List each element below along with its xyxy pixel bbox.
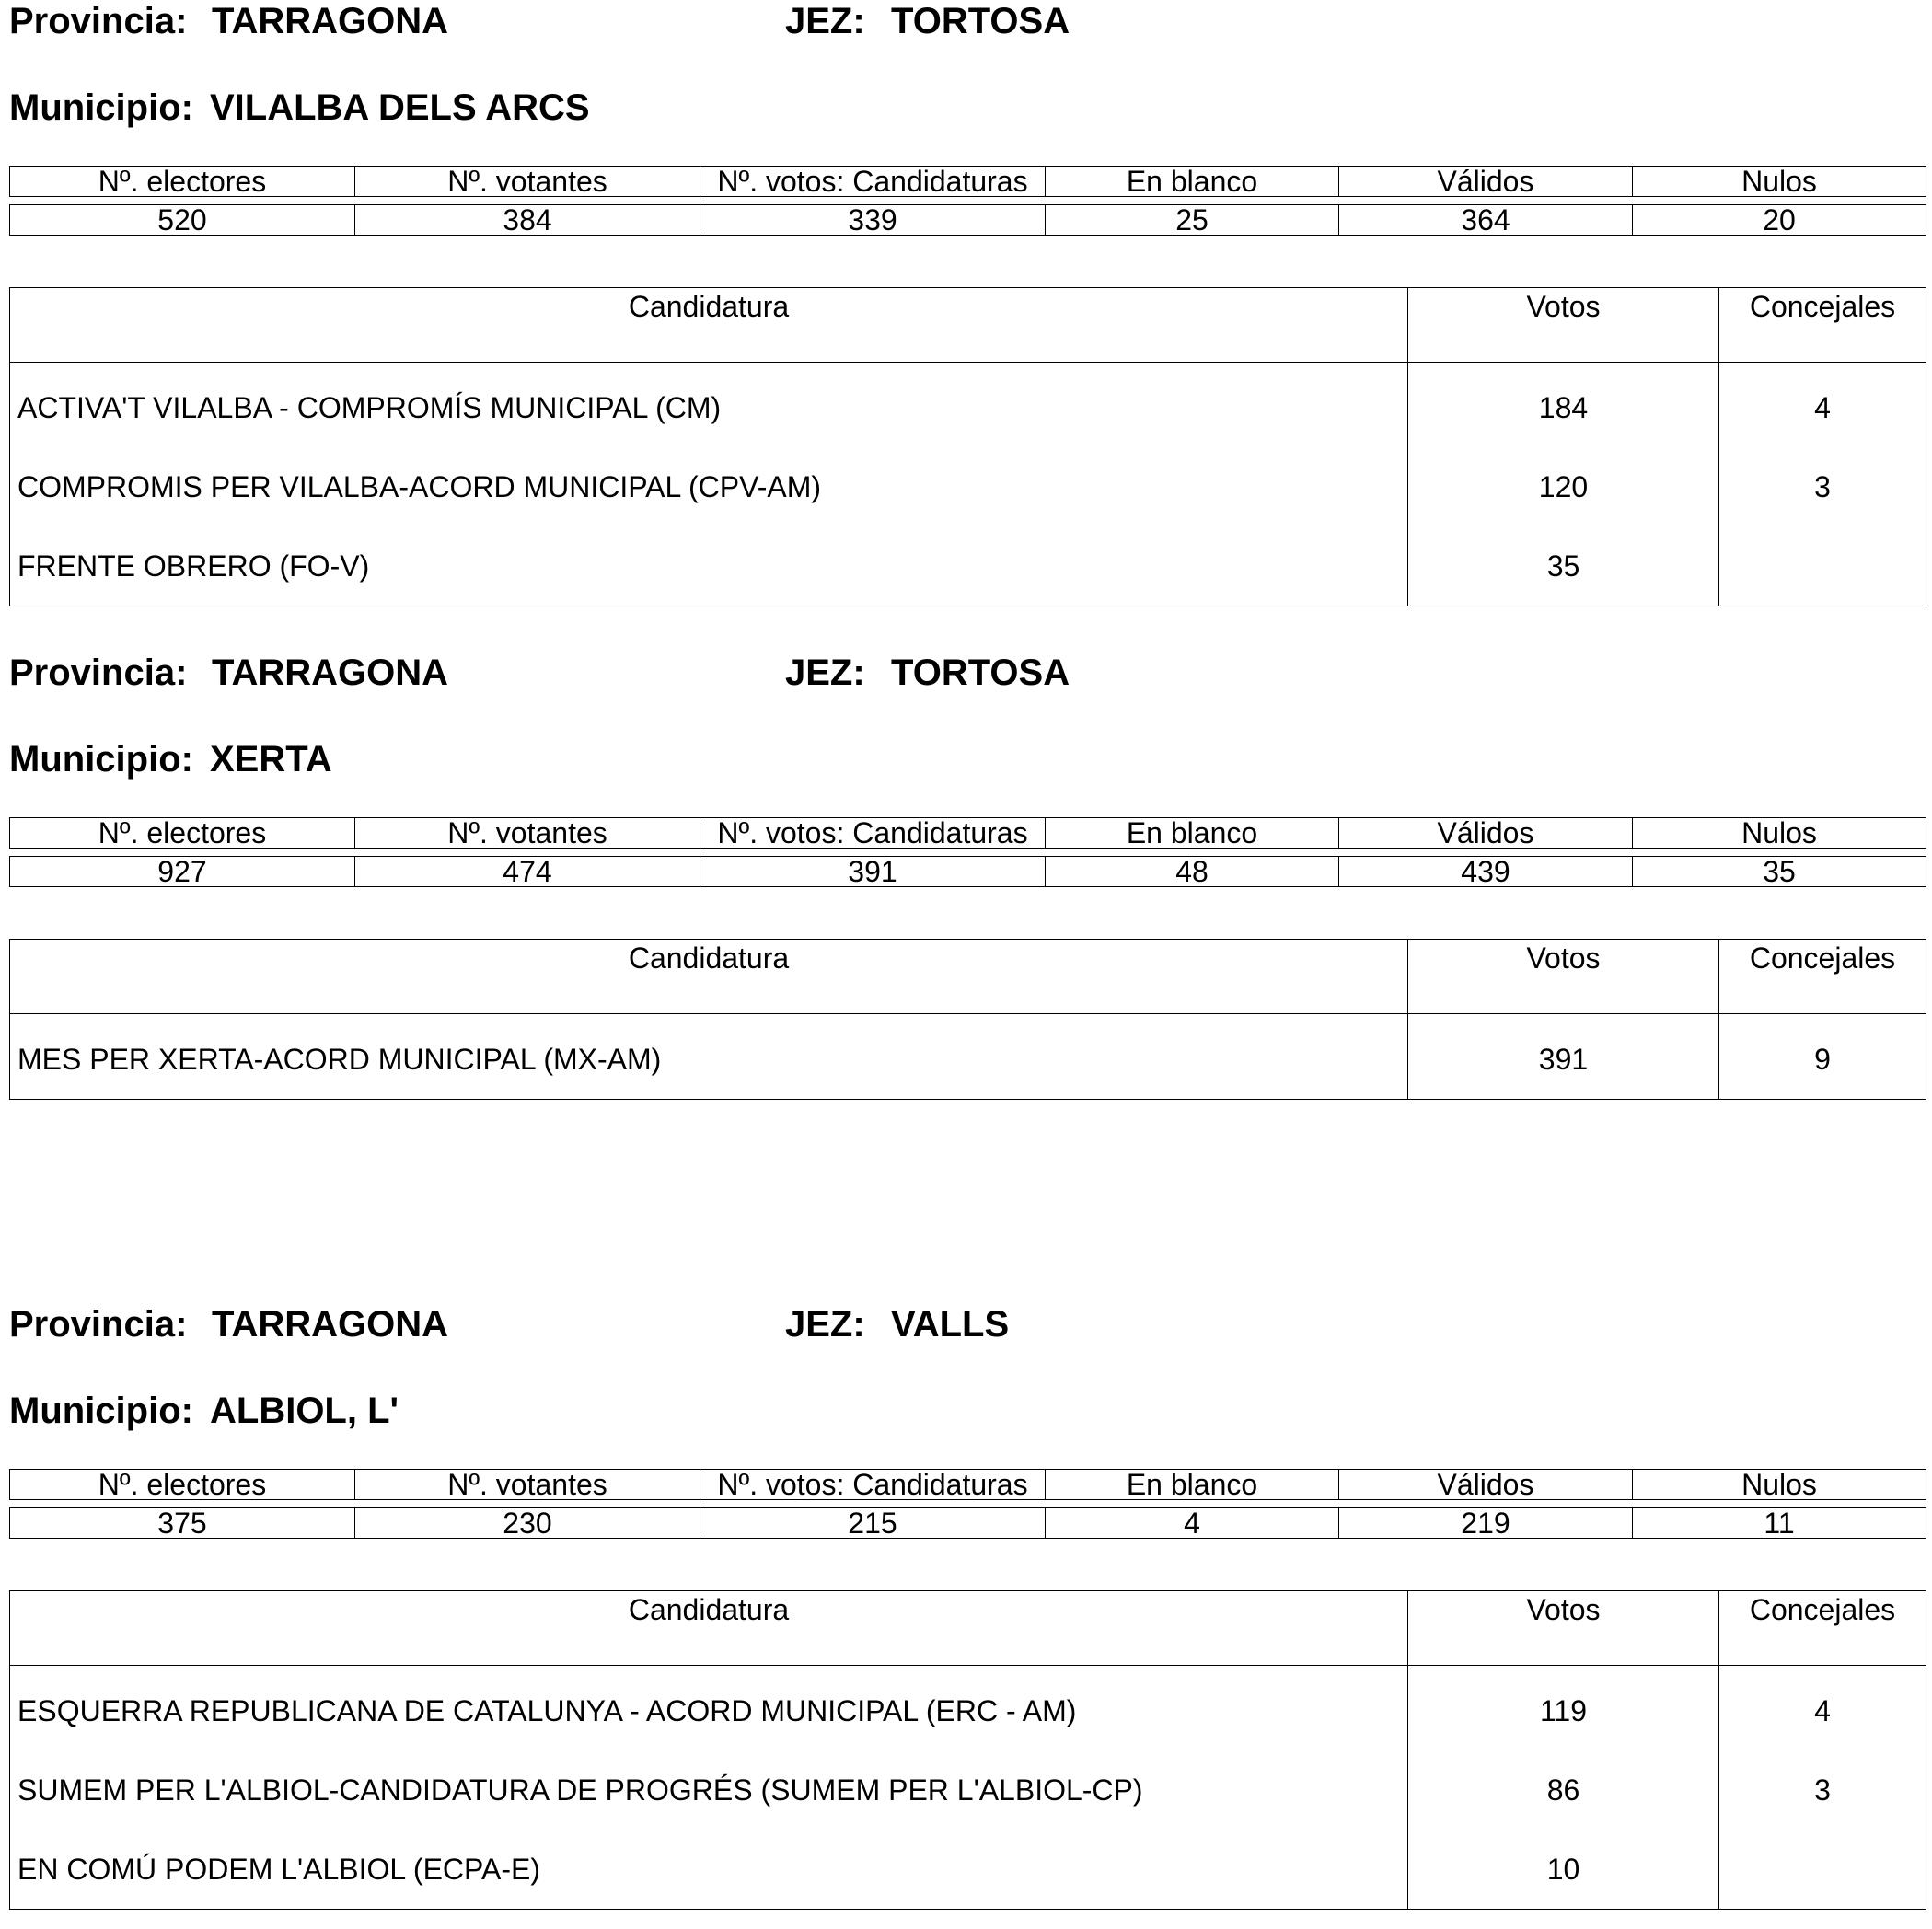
summary-value-cell: 384 — [355, 205, 700, 236]
candidate-votes: 119 — [1408, 1666, 1719, 1751]
votos-header: Votos — [1408, 940, 1719, 1014]
provincia-label: Provincia: — [9, 1, 188, 41]
candidate-votes: 120 — [1408, 447, 1719, 526]
summary-header-cell: En blanco — [1046, 818, 1339, 849]
candidate-seats: 3 — [1719, 1750, 1926, 1830]
municipality-section — [0, 0, 1932, 626]
candidate-name: MES PER XERTA-ACORD MUNICIPAL (MX-AM) — [10, 1014, 1408, 1100]
summary-value-cell: 25 — [1046, 205, 1339, 236]
provincia-label: Provincia: — [9, 653, 188, 693]
summary-value-cell: 474 — [355, 857, 700, 887]
summary-header-cell: Nº. votos: Candidaturas — [700, 818, 1046, 849]
summary-value-cell: 391 — [700, 857, 1046, 887]
summary-value-row — [10, 1508, 1926, 1539]
municipio-label: Municipio: — [9, 87, 193, 128]
summary-header-cell: Nº. electores — [10, 818, 355, 849]
provincia-label: Provincia: — [9, 1304, 188, 1345]
summary-header-cell: Nº. electores — [10, 167, 355, 197]
votos-header: Votos — [1408, 288, 1719, 363]
summary-value-cell: 215 — [700, 1508, 1046, 1539]
summary-value-cell: 364 — [1339, 205, 1633, 236]
candidate-row — [10, 1014, 1926, 1100]
summary-header-row — [10, 818, 1926, 849]
candidatura-header: Candidatura — [10, 288, 1408, 363]
candidate-row — [10, 526, 1926, 606]
candidate-seats — [1719, 1830, 1926, 1910]
candidate-seats — [1719, 526, 1926, 606]
municipio-value: XERTA — [210, 739, 332, 780]
summary-table — [9, 166, 1926, 236]
summary-value-row — [10, 205, 1926, 236]
summary-value-cell: 219 — [1339, 1508, 1633, 1539]
summary-value-cell: 339 — [700, 205, 1046, 236]
summary-table — [9, 817, 1926, 887]
candidate-name: EN COMÚ PODEM L'ALBIOL (ECPA-E) — [10, 1830, 1408, 1910]
summary-value-cell: 4 — [1046, 1508, 1339, 1539]
summary-header-cell: Nº. votos: Candidaturas — [700, 167, 1046, 197]
provincia-value: TARRAGONA — [212, 1304, 449, 1345]
municipio-value: VILALBA DELS ARCS — [210, 87, 590, 128]
candidate-row — [10, 447, 1926, 526]
candidate-name: FRENTE OBRERO (FO-V) — [10, 526, 1408, 606]
summary-header-cell: Nulos — [1633, 818, 1926, 849]
summary-header-cell: Nº. votantes — [355, 1470, 700, 1500]
jez-label: JEZ: — [785, 1, 865, 41]
summary-value-cell: 520 — [10, 205, 355, 236]
candidate-seats: 4 — [1719, 363, 1926, 448]
concejales-header: Concejales — [1719, 288, 1926, 363]
summary-value-cell: 439 — [1339, 857, 1633, 887]
summary-header-cell: Nº. votantes — [355, 818, 700, 849]
candidate-votes: 10 — [1408, 1830, 1719, 1910]
municipio-label: Municipio: — [9, 739, 193, 780]
jez-value: VALLS — [891, 1304, 1010, 1345]
candidate-votes: 86 — [1408, 1750, 1719, 1830]
jez-label: JEZ: — [785, 653, 865, 693]
candidate-row — [10, 363, 1926, 448]
candidate-votes: 184 — [1408, 363, 1719, 448]
summary-value-cell: 11 — [1633, 1508, 1926, 1539]
municipality-section — [0, 1303, 1932, 1929]
provincia-value: TARRAGONA — [212, 1, 449, 41]
candidate-name: COMPROMIS PER VILALBA-ACORD MUNICIPAL (CPV-AM) — [10, 447, 1408, 526]
concejales-header: Concejales — [1719, 1591, 1926, 1666]
summary-value-cell: 35 — [1633, 857, 1926, 887]
summary-header-cell: Nulos — [1633, 1470, 1926, 1500]
summary-header-cell: Válidos — [1339, 167, 1633, 197]
candidatura-header: Candidatura — [10, 940, 1408, 1014]
summary-header-cell: Nulos — [1633, 167, 1926, 197]
jez-value: TORTOSA — [891, 1, 1070, 41]
concejales-header: Concejales — [1719, 940, 1926, 1014]
summary-header-cell: Nº. electores — [10, 1470, 355, 1500]
summary-value-cell: 48 — [1046, 857, 1339, 887]
candidate-row — [10, 1750, 1926, 1830]
summary-table — [9, 1469, 1926, 1539]
jez-label: JEZ: — [785, 1304, 865, 1345]
summary-header-row — [10, 1470, 1926, 1500]
candidate-seats: 4 — [1719, 1666, 1926, 1751]
summary-header-cell: Válidos — [1339, 818, 1633, 849]
summary-header-cell: En blanco — [1046, 1470, 1339, 1500]
candidates-table — [9, 1590, 1926, 1910]
summary-value-row — [10, 857, 1926, 887]
candidate-row — [10, 1830, 1926, 1910]
summary-value-cell: 230 — [355, 1508, 700, 1539]
summary-header-cell: Válidos — [1339, 1470, 1633, 1500]
municipio-label: Municipio: — [9, 1391, 193, 1431]
candidates-header-row — [10, 288, 1926, 363]
candidates-table — [9, 287, 1926, 606]
candidates-header-row — [10, 940, 1926, 1014]
candidates-header-row — [10, 1591, 1926, 1666]
municipio-value: ALBIOL, L' — [210, 1391, 399, 1431]
candidates-table — [9, 939, 1926, 1100]
summary-header-row — [10, 167, 1926, 197]
candidate-seats: 3 — [1719, 447, 1926, 526]
jez-value: TORTOSA — [891, 653, 1070, 693]
summary-header-cell: Nº. votantes — [355, 167, 700, 197]
candidate-votes: 391 — [1408, 1014, 1719, 1100]
candidate-name: ACTIVA'T VILALBA - COMPROMÍS MUNICIPAL (CM) — [10, 363, 1408, 448]
candidate-row — [10, 1666, 1926, 1751]
provincia-value: TARRAGONA — [212, 653, 449, 693]
municipality-section — [0, 652, 1932, 1277]
summary-header-cell: En blanco — [1046, 167, 1339, 197]
candidate-name: SUMEM PER L'ALBIOL-CANDIDATURA DE PROGRÉS (SUMEM PER L'ALBIOL-CP) — [10, 1750, 1408, 1830]
candidatura-header: Candidatura — [10, 1591, 1408, 1666]
summary-value-cell: 375 — [10, 1508, 355, 1539]
candidate-votes: 35 — [1408, 526, 1719, 606]
candidate-name: ESQUERRA REPUBLICANA DE CATALUNYA - ACORD MUNICIPAL (ERC - AM) — [10, 1666, 1408, 1751]
candidate-seats: 9 — [1719, 1014, 1926, 1100]
votos-header: Votos — [1408, 1591, 1719, 1666]
summary-value-cell: 20 — [1633, 205, 1926, 236]
summary-value-cell: 927 — [10, 857, 355, 887]
summary-header-cell: Nº. votos: Candidaturas — [700, 1470, 1046, 1500]
